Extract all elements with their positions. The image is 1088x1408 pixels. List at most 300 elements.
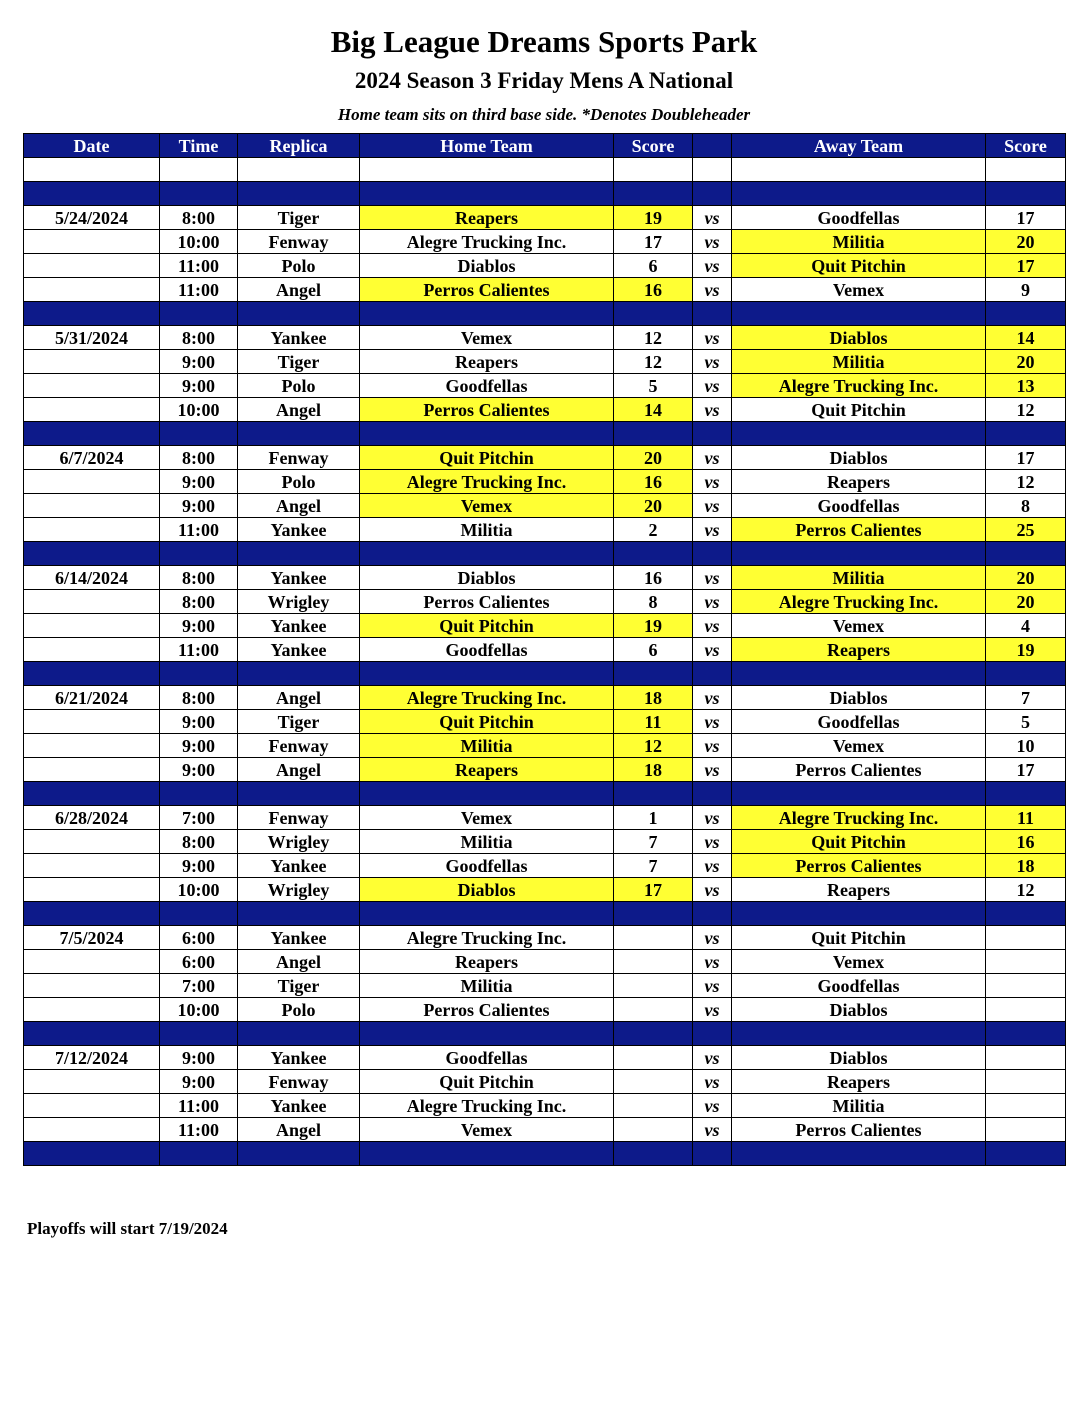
schedule-table [23, 133, 1066, 1166]
home-score-cell: 2 [614, 518, 693, 542]
date-cell: 7/12/2024 [24, 1046, 160, 1070]
date-cell [24, 878, 160, 902]
empty-cell [160, 302, 238, 326]
game-row [24, 590, 1066, 614]
page-note: Home team sits on third base side. *Denotes Doubleheader [337, 105, 751, 124]
empty-cell [614, 782, 693, 806]
empty-cell [693, 782, 732, 806]
away-score-cell: 4 [986, 614, 1066, 638]
away-score-cell: 12 [986, 878, 1066, 902]
game-row [24, 1046, 1066, 1070]
game-row [24, 734, 1066, 758]
vs-cell: vs [693, 758, 732, 782]
time-cell: 8:00 [160, 830, 238, 854]
away-score-cell: 19 [986, 638, 1066, 662]
separator-row [24, 782, 1066, 806]
home-score-cell: 14 [614, 398, 693, 422]
home-team-cell: Vemex [360, 806, 614, 830]
empty-cell [986, 662, 1066, 686]
page-title: Big League Dreams Sports Park [330, 24, 758, 59]
home-score-cell: 17 [614, 230, 693, 254]
empty-cell [238, 1142, 360, 1166]
time-cell: 7:00 [160, 806, 238, 830]
away-score-cell: 20 [986, 350, 1066, 374]
date-cell [24, 710, 160, 734]
home-score-cell [614, 1070, 693, 1094]
time-cell: 9:00 [160, 710, 238, 734]
away-score-cell: 7 [986, 686, 1066, 710]
game-row [24, 974, 1066, 998]
empty-cell [160, 662, 238, 686]
home-team-cell: Alegre Trucking Inc. [360, 230, 614, 254]
away-score-cell [986, 1046, 1066, 1070]
away-team-cell: Perros Calientes [732, 1118, 986, 1142]
home-team-cell: Goodfellas [360, 1046, 614, 1070]
empty-cell [693, 302, 732, 326]
date-cell [24, 494, 160, 518]
empty-cell [360, 302, 614, 326]
vs-cell: vs [693, 734, 732, 758]
schedule-body [24, 158, 1066, 1166]
away-team-cell: Diablos [732, 1046, 986, 1070]
home-score-cell: 16 [614, 278, 693, 302]
empty-cell [614, 302, 693, 326]
date-cell: 5/24/2024 [24, 206, 160, 230]
home-team-cell: Quit Pitchin [360, 1070, 614, 1094]
vs-cell: vs [693, 1118, 732, 1142]
away-score-cell [986, 1094, 1066, 1118]
empty-cell [160, 158, 238, 182]
date-cell [24, 518, 160, 542]
separator-row [24, 902, 1066, 926]
time-cell: 11:00 [160, 1094, 238, 1118]
vs-cell: vs [693, 1094, 732, 1118]
time-cell: 9:00 [160, 470, 238, 494]
empty-cell [238, 542, 360, 566]
empty-cell [160, 422, 238, 446]
empty-cell [732, 662, 986, 686]
home-score-cell: 16 [614, 470, 693, 494]
game-row [24, 230, 1066, 254]
replica-cell: Fenway [238, 446, 360, 470]
date-cell [24, 470, 160, 494]
replica-cell: Wrigley [238, 878, 360, 902]
replica-cell: Yankee [238, 1094, 360, 1118]
date-cell: 6/14/2024 [24, 566, 160, 590]
col-home-team: Home Team [360, 134, 614, 158]
home-team-cell: Militia [360, 734, 614, 758]
game-row [24, 1118, 1066, 1142]
replica-cell: Wrigley [238, 830, 360, 854]
home-team-cell: Alegre Trucking Inc. [360, 926, 614, 950]
replica-cell: Polo [238, 470, 360, 494]
replica-cell: Fenway [238, 806, 360, 830]
empty-cell [614, 182, 693, 206]
away-team-cell: Vemex [732, 614, 986, 638]
time-cell: 10:00 [160, 878, 238, 902]
replica-cell: Angel [238, 278, 360, 302]
vs-cell: vs [693, 638, 732, 662]
empty-cell [732, 422, 986, 446]
empty-cell [160, 1022, 238, 1046]
home-score-cell [614, 1118, 693, 1142]
time-cell: 11:00 [160, 278, 238, 302]
game-row [24, 470, 1066, 494]
date-cell [24, 758, 160, 782]
away-score-cell: 11 [986, 806, 1066, 830]
game-row [24, 686, 1066, 710]
game-row [24, 638, 1066, 662]
away-score-cell: 20 [986, 230, 1066, 254]
away-score-cell [986, 974, 1066, 998]
vs-cell: vs [693, 806, 732, 830]
home-score-cell: 1 [614, 806, 693, 830]
away-team-cell: Reapers [732, 470, 986, 494]
empty-cell [160, 782, 238, 806]
home-team-cell: Vemex [360, 1118, 614, 1142]
empty-cell [24, 182, 160, 206]
date-cell [24, 230, 160, 254]
separator-row [24, 542, 1066, 566]
empty-cell [986, 182, 1066, 206]
replica-cell: Tiger [238, 350, 360, 374]
time-cell: 10:00 [160, 998, 238, 1022]
vs-cell: vs [693, 566, 732, 590]
vs-cell: vs [693, 470, 732, 494]
empty-cell [614, 902, 693, 926]
date-cell: 5/31/2024 [24, 326, 160, 350]
home-score-cell: 7 [614, 854, 693, 878]
away-score-cell: 20 [986, 566, 1066, 590]
empty-cell [360, 422, 614, 446]
vs-cell: vs [693, 686, 732, 710]
home-score-cell: 19 [614, 206, 693, 230]
away-score-cell [986, 1070, 1066, 1094]
away-team-cell: Alegre Trucking Inc. [732, 590, 986, 614]
home-score-cell: 18 [614, 686, 693, 710]
game-row [24, 494, 1066, 518]
vs-cell: vs [693, 350, 732, 374]
date-cell [24, 734, 160, 758]
empty-cell [986, 782, 1066, 806]
vs-cell: vs [693, 1070, 732, 1094]
game-row [24, 350, 1066, 374]
time-cell: 9:00 [160, 614, 238, 638]
empty-cell [238, 662, 360, 686]
separator-row [24, 182, 1066, 206]
separator-row [24, 1022, 1066, 1046]
vs-cell: vs [693, 206, 732, 230]
vs-cell: vs [693, 446, 732, 470]
home-team-cell: Vemex [360, 326, 614, 350]
replica-cell: Angel [238, 494, 360, 518]
replica-cell: Yankee [238, 566, 360, 590]
home-score-cell: 11 [614, 710, 693, 734]
date-cell [24, 1118, 160, 1142]
replica-cell: Yankee [238, 614, 360, 638]
home-team-cell: Quit Pitchin [360, 446, 614, 470]
empty-cell [986, 1022, 1066, 1046]
col-away-team: Away Team [732, 134, 986, 158]
away-score-cell: 12 [986, 470, 1066, 494]
separator-row [24, 302, 1066, 326]
game-row [24, 278, 1066, 302]
vs-cell: vs [693, 230, 732, 254]
vs-cell: vs [693, 878, 732, 902]
away-team-cell: Quit Pitchin [732, 926, 986, 950]
home-team-cell: Perros Calientes [360, 278, 614, 302]
vs-cell: vs [693, 830, 732, 854]
empty-cell [732, 182, 986, 206]
home-team-cell: Goodfellas [360, 854, 614, 878]
home-score-cell: 7 [614, 830, 693, 854]
date-cell [24, 614, 160, 638]
game-row [24, 254, 1066, 278]
away-team-cell: Diablos [732, 326, 986, 350]
empty-cell [732, 158, 986, 182]
away-score-cell [986, 926, 1066, 950]
home-score-cell: 20 [614, 494, 693, 518]
date-cell [24, 278, 160, 302]
game-row [24, 398, 1066, 422]
time-cell: 9:00 [160, 734, 238, 758]
time-cell: 10:00 [160, 230, 238, 254]
vs-cell: vs [693, 710, 732, 734]
empty-cell [238, 158, 360, 182]
home-team-cell: Quit Pitchin [360, 710, 614, 734]
empty-cell [732, 782, 986, 806]
game-row [24, 878, 1066, 902]
away-score-cell: 20 [986, 590, 1066, 614]
replica-cell: Tiger [238, 710, 360, 734]
vs-cell: vs [693, 854, 732, 878]
replica-cell: Wrigley [238, 590, 360, 614]
date-cell [24, 590, 160, 614]
empty-cell [24, 1022, 160, 1046]
date-cell: 6/28/2024 [24, 806, 160, 830]
game-row [24, 446, 1066, 470]
empty-cell [160, 182, 238, 206]
vs-cell: vs [693, 278, 732, 302]
game-row [24, 1070, 1066, 1094]
empty-cell [238, 302, 360, 326]
empty-cell [238, 782, 360, 806]
date-cell [24, 1094, 160, 1118]
empty-cell [360, 662, 614, 686]
time-cell: 9:00 [160, 854, 238, 878]
time-cell: 11:00 [160, 638, 238, 662]
away-team-cell: Perros Calientes [732, 758, 986, 782]
game-row [24, 950, 1066, 974]
date-cell [24, 854, 160, 878]
time-cell: 11:00 [160, 518, 238, 542]
home-score-cell [614, 1046, 693, 1070]
home-score-cell [614, 926, 693, 950]
time-cell: 6:00 [160, 926, 238, 950]
col-away-score: Score [986, 134, 1066, 158]
home-team-cell: Goodfellas [360, 638, 614, 662]
empty-cell [986, 542, 1066, 566]
home-score-cell [614, 1094, 693, 1118]
separator-row [24, 422, 1066, 446]
empty-cell [360, 902, 614, 926]
empty-cell [24, 422, 160, 446]
home-score-cell: 16 [614, 566, 693, 590]
away-team-cell: Goodfellas [732, 206, 986, 230]
game-row [24, 854, 1066, 878]
empty-cell [160, 902, 238, 926]
empty-cell [360, 542, 614, 566]
empty-cell [614, 1142, 693, 1166]
vs-cell: vs [693, 518, 732, 542]
away-team-cell: Vemex [732, 950, 986, 974]
away-team-cell: Reapers [732, 638, 986, 662]
home-team-cell: Reapers [360, 950, 614, 974]
game-row [24, 326, 1066, 350]
separator-row [24, 662, 1066, 686]
empty-cell [732, 302, 986, 326]
game-row [24, 374, 1066, 398]
vs-cell: vs [693, 398, 732, 422]
date-cell [24, 830, 160, 854]
game-row [24, 830, 1066, 854]
date-cell [24, 638, 160, 662]
empty-cell [614, 158, 693, 182]
away-score-cell: 14 [986, 326, 1066, 350]
col-replica: Replica [238, 134, 360, 158]
game-row [24, 998, 1066, 1022]
replica-cell: Yankee [238, 326, 360, 350]
empty-cell [693, 158, 732, 182]
header-row [24, 134, 1066, 158]
empty-cell [360, 158, 614, 182]
home-team-cell: Alegre Trucking Inc. [360, 1094, 614, 1118]
away-team-cell: Perros Calientes [732, 518, 986, 542]
empty-cell [24, 158, 160, 182]
empty-cell [614, 422, 693, 446]
vs-cell: vs [693, 950, 732, 974]
empty-cell [693, 182, 732, 206]
empty-cell [614, 542, 693, 566]
away-score-cell: 17 [986, 254, 1066, 278]
date-cell [24, 374, 160, 398]
away-score-cell [986, 998, 1066, 1022]
home-team-cell: Reapers [360, 206, 614, 230]
col-date: Date [24, 134, 160, 158]
home-score-cell: 20 [614, 446, 693, 470]
time-cell: 8:00 [160, 566, 238, 590]
empty-cell [693, 662, 732, 686]
date-cell [24, 974, 160, 998]
replica-cell: Yankee [238, 518, 360, 542]
empty-cell [732, 1142, 986, 1166]
home-score-cell [614, 950, 693, 974]
vs-cell: vs [693, 494, 732, 518]
empty-cell [732, 902, 986, 926]
home-team-cell: Alegre Trucking Inc. [360, 470, 614, 494]
away-team-cell: Quit Pitchin [732, 254, 986, 278]
footer-note: Playoffs will start 7/19/2024 [27, 1219, 228, 1238]
replica-cell: Yankee [238, 854, 360, 878]
separator-row [24, 1142, 1066, 1166]
empty-cell [24, 542, 160, 566]
time-cell: 9:00 [160, 1046, 238, 1070]
replica-cell: Angel [238, 686, 360, 710]
empty-cell [614, 662, 693, 686]
home-team-cell: Vemex [360, 494, 614, 518]
empty-cell [614, 1022, 693, 1046]
time-cell: 8:00 [160, 326, 238, 350]
away-score-cell: 25 [986, 518, 1066, 542]
empty-cell [160, 542, 238, 566]
time-cell: 11:00 [160, 254, 238, 278]
away-score-cell: 17 [986, 446, 1066, 470]
empty-cell [360, 782, 614, 806]
home-team-cell: Perros Calientes [360, 590, 614, 614]
time-cell: 8:00 [160, 446, 238, 470]
away-score-cell: 12 [986, 398, 1066, 422]
away-team-cell: Militia [732, 1094, 986, 1118]
date-cell: 6/21/2024 [24, 686, 160, 710]
time-cell: 10:00 [160, 398, 238, 422]
replica-cell: Angel [238, 1118, 360, 1142]
away-team-cell: Quit Pitchin [732, 398, 986, 422]
time-cell: 8:00 [160, 590, 238, 614]
replica-cell: Angel [238, 758, 360, 782]
replica-cell: Fenway [238, 230, 360, 254]
home-team-cell: Diablos [360, 566, 614, 590]
away-team-cell: Militia [732, 350, 986, 374]
time-cell: 9:00 [160, 1070, 238, 1094]
empty-cell [986, 902, 1066, 926]
home-score-cell [614, 974, 693, 998]
replica-cell: Fenway [238, 734, 360, 758]
home-team-cell: Diablos [360, 254, 614, 278]
date-cell [24, 350, 160, 374]
game-row [24, 758, 1066, 782]
vs-cell: vs [693, 974, 732, 998]
home-team-cell: Militia [360, 830, 614, 854]
replica-cell: Polo [238, 374, 360, 398]
empty-cell [238, 422, 360, 446]
home-team-cell: Alegre Trucking Inc. [360, 686, 614, 710]
away-team-cell: Diablos [732, 446, 986, 470]
col-time: Time [160, 134, 238, 158]
empty-cell [693, 902, 732, 926]
home-score-cell: 6 [614, 254, 693, 278]
vs-cell: vs [693, 926, 732, 950]
empty-cell [24, 902, 160, 926]
away-team-cell: Quit Pitchin [732, 830, 986, 854]
replica-cell: Yankee [238, 1046, 360, 1070]
time-cell: 9:00 [160, 494, 238, 518]
replica-cell: Polo [238, 998, 360, 1022]
empty-cell [693, 1022, 732, 1046]
empty-cell [24, 302, 160, 326]
home-score-cell: 8 [614, 590, 693, 614]
empty-cell [238, 182, 360, 206]
empty-cell [24, 782, 160, 806]
empty-cell [732, 542, 986, 566]
empty-cell [360, 182, 614, 206]
home-team-cell: Reapers [360, 758, 614, 782]
home-score-cell: 12 [614, 326, 693, 350]
home-score-cell: 12 [614, 350, 693, 374]
home-team-cell: Diablos [360, 878, 614, 902]
blank-row [24, 158, 1066, 182]
replica-cell: Angel [238, 950, 360, 974]
replica-cell: Polo [238, 254, 360, 278]
